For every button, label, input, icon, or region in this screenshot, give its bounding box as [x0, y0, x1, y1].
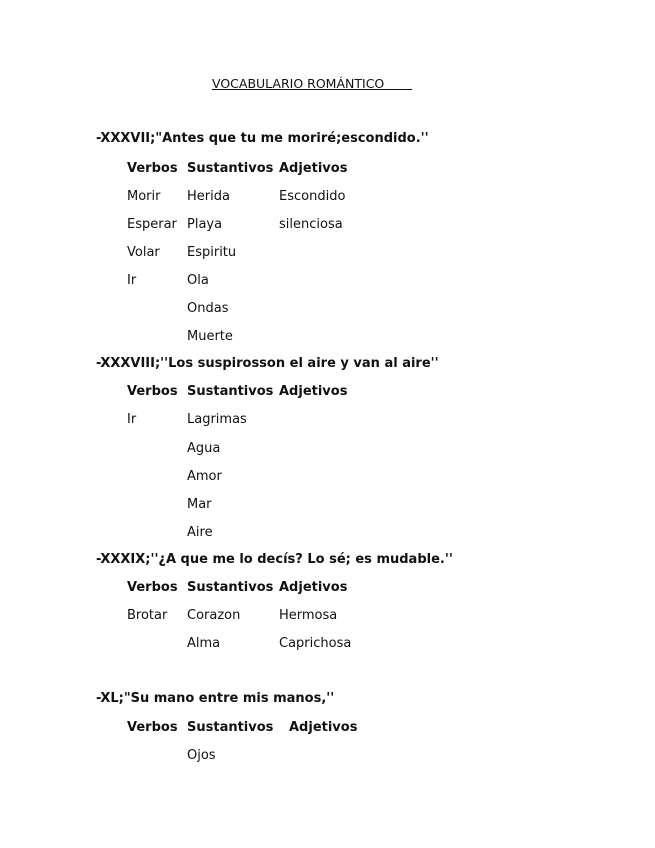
- noun-item: Ondas: [187, 301, 229, 316]
- column-header-sustantivos: Sustantivos: [187, 720, 274, 735]
- column-header-adjetivos: Adjetivos: [279, 580, 348, 595]
- section-heading: -XXXVIII;''Los suspirosson el aire y van al aire'': [96, 356, 439, 371]
- verb-item: Ir: [127, 273, 137, 288]
- column-header-verbos: Verbos: [127, 384, 178, 399]
- adjective-item: Escondido: [279, 189, 346, 204]
- column-header-sustantivos: Sustantivos: [187, 580, 274, 595]
- noun-item: Amor: [187, 469, 222, 484]
- noun-item: Alma: [187, 636, 221, 651]
- verb-item: Morir: [127, 189, 161, 204]
- noun-item: Mar: [187, 497, 212, 512]
- noun-item: Aire: [187, 525, 213, 540]
- noun-item: Ola: [187, 273, 209, 288]
- column-header-verbos: Verbos: [127, 161, 178, 176]
- page-title: VOCABULARIO ROMÁNTICO: [212, 76, 413, 91]
- column-header-adjetivos: Adjetivos: [279, 161, 348, 176]
- section-heading: -XXXIX;''¿A que me lo decís? Lo sé; es mudable.'': [96, 552, 453, 567]
- section-heading: -XL;"Su mano entre mis manos,'': [96, 691, 335, 706]
- section-heading: -XXXVII;"Antes que tu me moriré;escondido.'': [96, 131, 429, 146]
- verb-item: Ir: [127, 412, 137, 427]
- verb-item: Brotar: [127, 608, 168, 623]
- noun-item: Playa: [187, 217, 223, 232]
- noun-item: Ojos: [187, 748, 216, 763]
- column-header-sustantivos: Sustantivos: [187, 384, 274, 399]
- column-header-adjetivos: Adjetivos: [279, 384, 348, 399]
- noun-item: Lagrimas: [187, 412, 247, 427]
- verb-item: Volar: [127, 245, 160, 260]
- column-header-verbos: Verbos: [127, 580, 178, 595]
- adjective-item: Caprichosa: [279, 636, 352, 651]
- adjective-item: silenciosa: [279, 217, 343, 232]
- verb-item: Esperar: [127, 217, 177, 232]
- noun-item: Corazon: [187, 608, 241, 623]
- column-header-adjetivos: Adjetivos: [289, 720, 358, 735]
- adjective-item: Hermosa: [279, 608, 338, 623]
- column-header-sustantivos: Sustantivos: [187, 161, 274, 176]
- noun-item: Espiritu: [187, 245, 237, 260]
- noun-item: Herida: [187, 189, 230, 204]
- column-header-verbos: Verbos: [127, 720, 178, 735]
- noun-item: Agua: [187, 441, 221, 456]
- noun-item: Muerte: [187, 329, 233, 344]
